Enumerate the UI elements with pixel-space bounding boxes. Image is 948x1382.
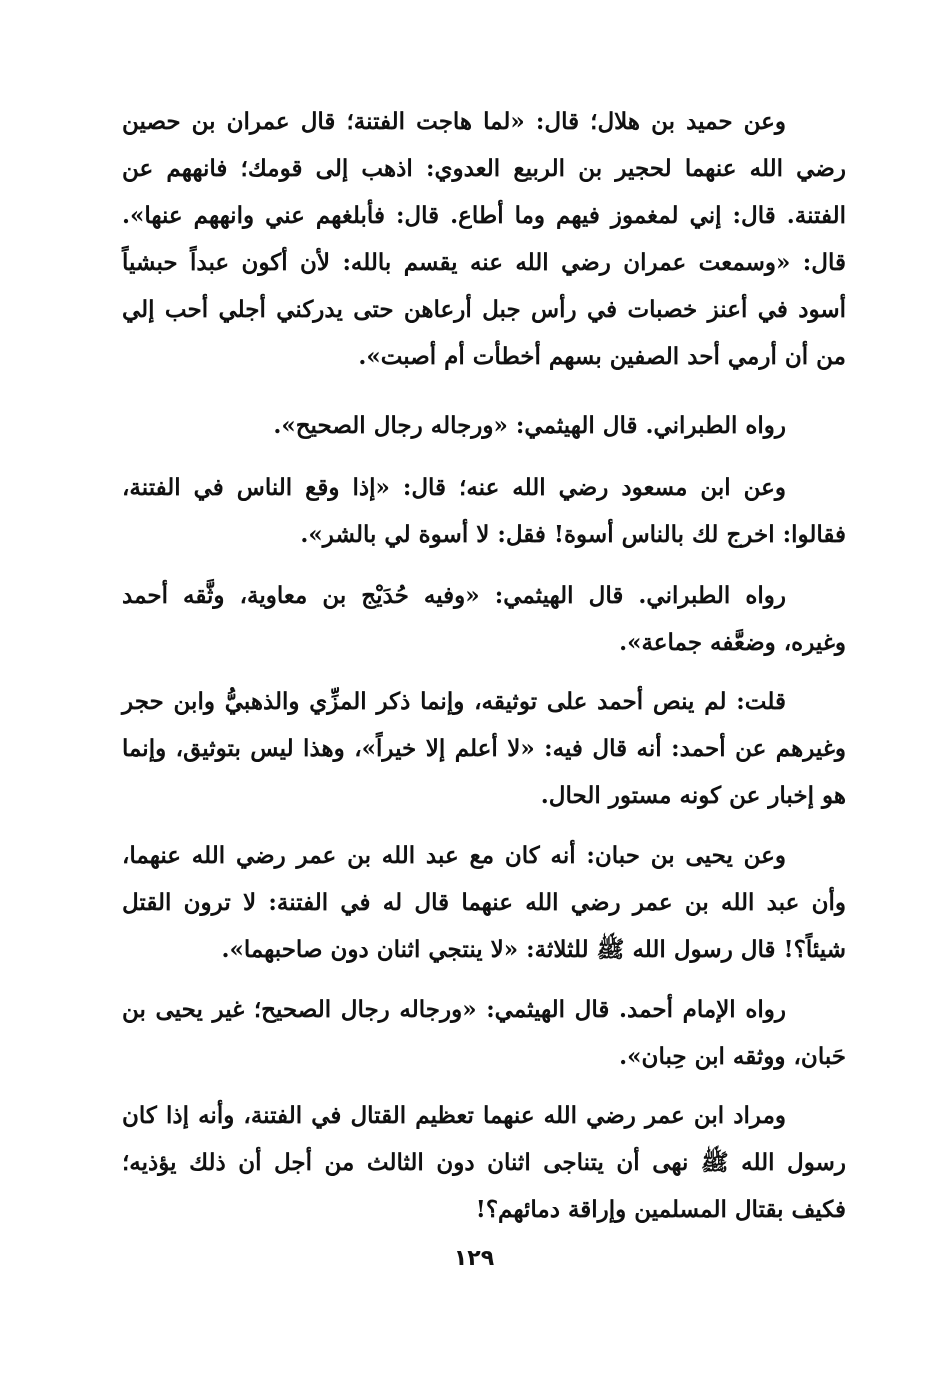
paragraph-hadith-yahya: وعن يحيى بن حبان: أنه كان مع عبد الله بن عمر رضي الله عنهما، وأن عبد الله بن عمر رضي الله عنهما قال له في الفتنة: لا ترون القتل شيئاً؟! قال رسول الله ﷺ للثلاثة: «لا ينتجي اثنان دون صاحبهما».: [122, 842, 846, 963]
paragraph-source-ahmad: رواه الإمام أحمد. قال الهيثمي: «ورجاله رجال الصحيح؛ غير يحيى بن حَبان، ووثقه ابن حِبان».: [122, 996, 846, 1070]
paragraph-source-tabarani-2: رواه الطبراني. قال الهيثمي: «وفيه حُدَيْج بن معاوية، وثَّقه أحمد وغيره، وضعَّفه جماعة».: [122, 582, 846, 656]
paragraph-author-note: قلت: لم ينص أحمد على توثيقه، وإنما ذكر المزِّي والذهبيُّ وابن حجر وغيرهم عن أحمد: أنه قال فيه: «لا أعلم إلا خيراً»، وهذا ليس بتوثيق، وإنما هو إخبار عن كونه مستور الحال.: [122, 688, 846, 809]
paragraph-commentary: ومراد ابن عمر رضي الله عنهما تعظيم القتال في الفتنة، وأنه إذا كان رسول الله ﷺ نهى أن يتناجى اثنان دون الثالث من أجل أن ذلك يؤذيه؛ فكيف بقتال المسلمين وإراقة دمائهم؟!: [122, 1102, 846, 1223]
paragraph-hadith-humaid: وعن حميد بن هلال؛ قال: «لما هاجت الفتنة؛ قال عمران بن حصين رضي الله عنهما لحجير بن الربيع العدوي: اذهب إلى قومك؛ فانههم عن الفتنة. قال: إني لمغموز فيهم وما أطاع. قال: فأبلغهم عني وانههم عنها». قال: «وسمعت عمران رضي الله عنه يقسم بالله: لأن أكون عبداً حبشياً أسود في أعنز خصبات في رأس جبل أرعاهن حتى يدركني أجلي أحب إلي من أن أرمي أحد الصفين بسهم أخطأت أم أصبت».: [122, 108, 846, 370]
paragraph-hadith-ibn-masud: وعن ابن مسعود رضي الله عنه؛ قال: «إذا وقع الناس في الفتنة، فقالوا: اخرج لك بالناس أسوة! فقل: لا أسوة لي بالشر».: [122, 474, 846, 548]
paragraph-source-tabarani-1: رواه الطبراني. قال الهيثمي: «ورجاله رجال الصحيح».: [273, 412, 786, 439]
page-number: ١٢٩: [453, 1246, 495, 1271]
